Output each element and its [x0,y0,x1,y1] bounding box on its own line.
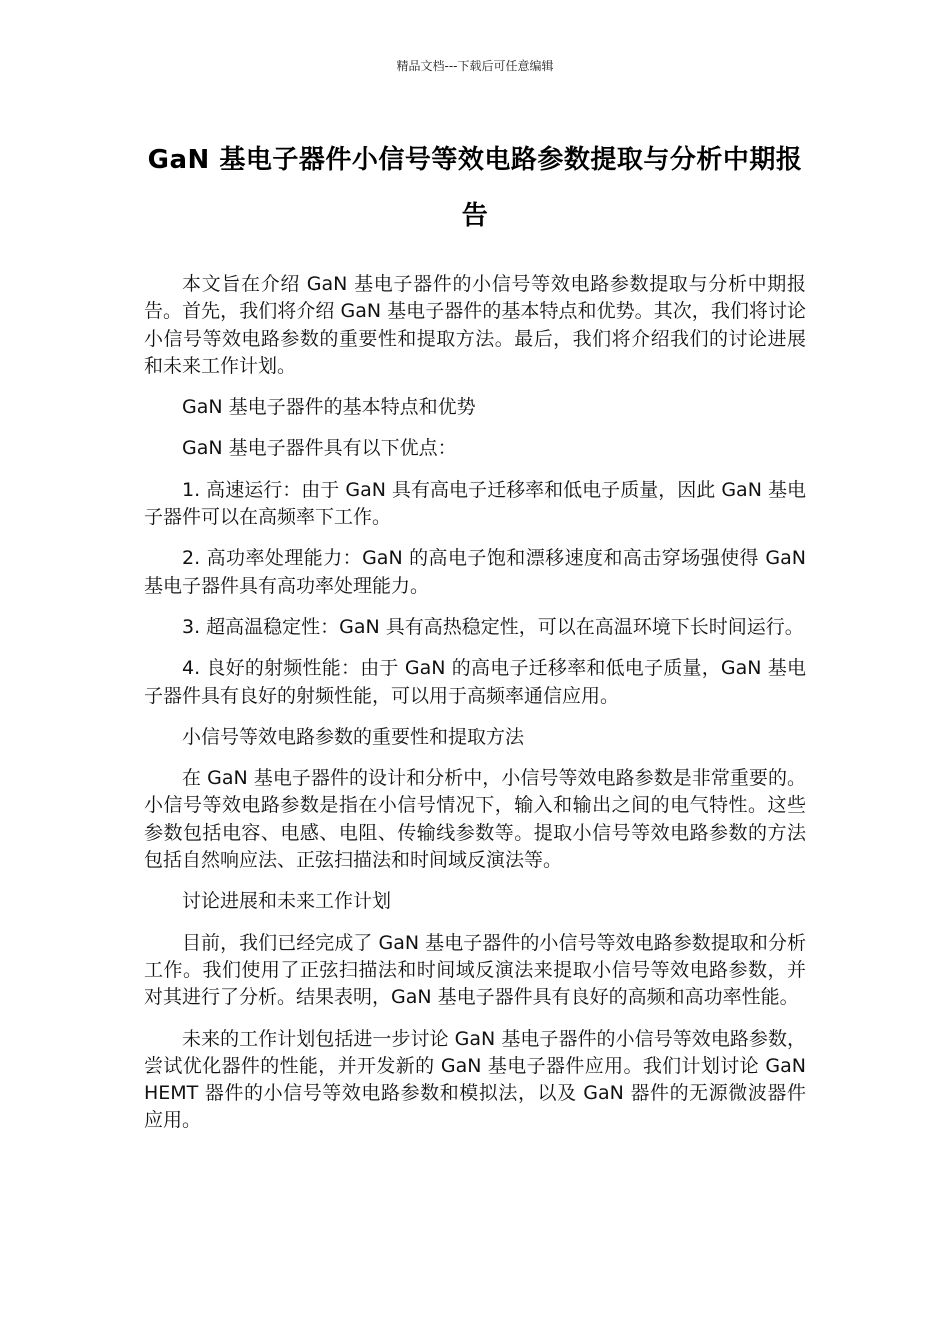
list-item-rf-performance: 4. 良好的射频性能：由于 GaN 的高电子迁移率和低电子质量，GaN 基电子器件具有良好的射频性能，可以用于高频率通信应用。 [144,657,806,707]
advantages-intro: GaN 基电子器件具有以下优点： [182,437,457,460]
intro-paragraph: 本文旨在介绍 GaN 基电子器件的小信号等效电路参数提取与分析中期报告。首先，我们将介绍 GaN 基电子器件的基本特点和优势。其次，我们将讨论小信号等效电路参数的重要性和提取方法。最后，我们将介绍我们的讨论进展和未来工作计划。 [144,273,806,377]
section-heading-features: GaN 基电子器件的基本特点和优势 [182,396,476,419]
future-work-paragraph: 未来的工作计划包括进一步讨论 GaN 基电子器件的小信号等效电路参数，尝试优化器件的性能，并开发新的 GaN 基电子器件应用。我们计划讨论 GaN HEMT 器件的小信号等效电路参数和模拟法，以及 GaN 器件的无源微波器件应用。 [144,1027,806,1132]
header-note: 精品文档---下载后可任意编辑 [396,59,554,73]
document-body [144,271,806,1149]
list-item-high-speed: 1. 高速运行：由于 GaN 具有高电子迁移率和低电子质量，因此 GaN 基电子器件可以在高频率下工作。 [144,478,806,529]
section-heading-parameters: 小信号等效电路参数的重要性和提取方法 [182,725,525,748]
section-heading-progress: 讨论进展和未来工作计划 [182,890,392,913]
document-title: GaN 基电子器件小信号等效电路参数提取与分析中期报告 [147,145,803,231]
list-item-high-power: 2. 高功率处理能力：GaN 的高电子饱和漂移速度和高击穿场强使得 GaN 基电子器件具有高功率处理能力。 [144,547,806,597]
list-item-thermal-stability: 3. 超高温稳定性：GaN 具有高热稳定性，可以在高温环境下长时间运行。 [182,615,804,638]
parameters-paragraph: 在 GaN 基电子器件的设计和分析中，小信号等效电路参数是非常重要的。小信号等效电路参数是指在小信号情况下，输入和输出之间的电气特性。这些参数包括电容、电感、电阻、传输线参数等。提取小信号等效电路参数的方法包括自然响应法、正弦扫描法和时间域反演法等。 [144,767,806,872]
progress-paragraph: 目前，我们已经完成了 GaN 基电子器件的小信号等效电路参数提取和分析工作。我们使用了正弦扫描法和时间域反演法来提取小信号等效电路参数，并对其进行了分析。结果表明，GaN 基电子器件具有良好的高频和高功率性能。 [144,931,806,1009]
